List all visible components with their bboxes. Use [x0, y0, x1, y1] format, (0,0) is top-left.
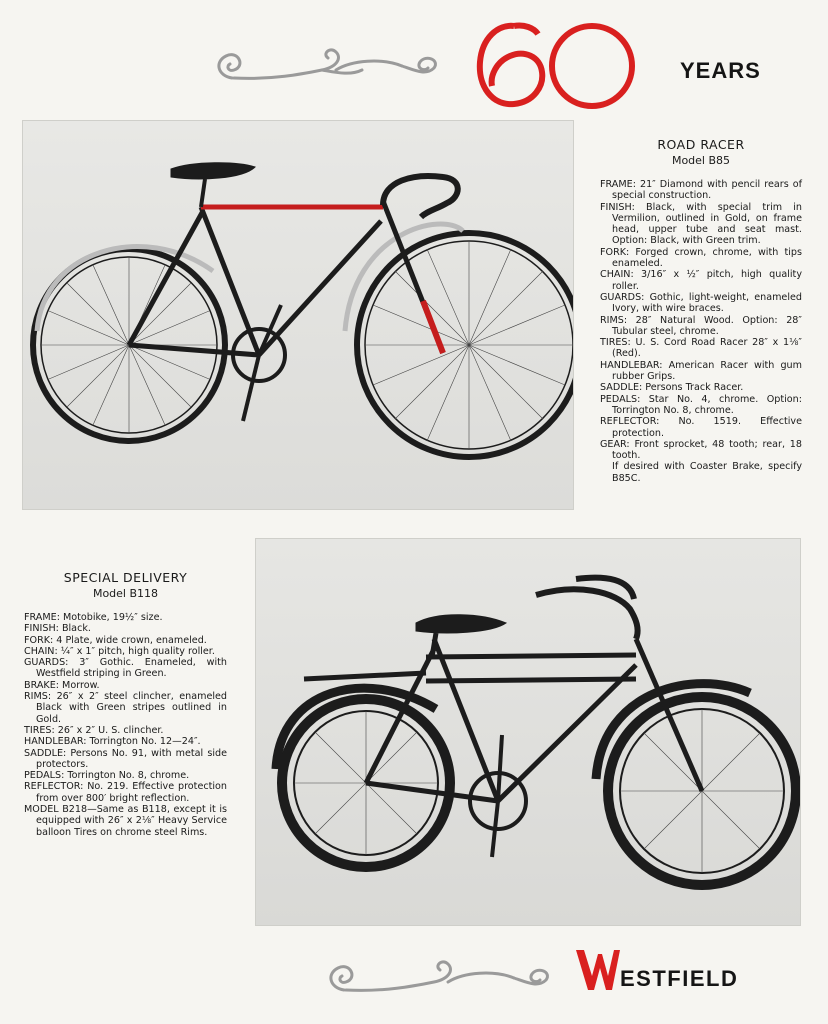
brand-initial: W	[574, 944, 575, 945]
spec-line: FRAME: Motobike, 19½″ size.	[24, 612, 163, 623]
flourish-ornament-bottom	[324, 950, 550, 1002]
spec-line: REFLECTOR: No. 219. Effective protection from over 800′ bright reflection.	[24, 781, 227, 804]
spec-line: SADDLE: Persons No. 91, with metal side protectors.	[24, 747, 227, 770]
special-delivery-specs	[24, 570, 227, 838]
road-racer-title: ROAD RACER	[657, 137, 745, 152]
road-racer-model: Model B85	[671, 154, 731, 167]
special-delivery-model: Model B118	[92, 587, 159, 600]
spec-line: GUARDS: 3″ Gothic. Enameled, with Westfield striping in Green.	[24, 657, 227, 680]
spec-note: If desired with Coaster Brake, specify B85C.	[612, 461, 802, 484]
years-label: YEARS	[680, 58, 761, 83]
spec-line: BRAKE: Morrow.	[24, 679, 100, 691]
spec-line: GUARDS: Gothic, light-weight, enameled Ivory, with wire braces.	[600, 291, 802, 315]
spec-line: SADDLE: Persons Track Racer.	[600, 382, 744, 394]
spec-line: FRAME: 21″ Diamond with pencil rears of special construction.	[600, 179, 802, 202]
westfield-w-mark	[574, 944, 622, 992]
special-delivery-photo	[255, 538, 801, 926]
spec-line: TIRES: U. S. Cord Road Racer 28″ x 1⅛″ (Red).	[600, 337, 802, 360]
spec-line: FINISH: Black.	[24, 623, 91, 635]
spec-line: REFLECTOR: No. 1519. Effective protection.	[600, 416, 802, 439]
sixty-years-logo	[468, 16, 648, 112]
spec-line: MODEL B218—Same as B118, except it is equipped with 26″ x 2⅛″ Heavy Service balloon Tires on chrome steel Rims.	[24, 804, 227, 838]
spec-line: FORK: 4 Plate, wide crown, enameled.	[24, 634, 207, 646]
logo-number: 60	[468, 16, 470, 17]
spec-line: TIRES: 26″ x 2″ U. S. clincher.	[24, 724, 164, 736]
brand-name: ESTFIELD	[620, 966, 739, 991]
spec-line: RIMS: 28″ Natural Wood. Option: 28″ Tubular steel, chrome.	[600, 314, 802, 337]
flourish-ornament-top	[212, 40, 438, 88]
spec-line: HANDLEBAR: American Racer with gum rubber Grips.	[600, 359, 802, 383]
bicycle-photo-icon	[23, 121, 573, 509]
road-racer-specs	[600, 137, 802, 484]
special-delivery-title: SPECIAL DELIVERY	[63, 570, 188, 585]
spec-line: CHAIN: 3/16″ x ½″ pitch, high quality roller.	[600, 269, 802, 292]
spec-line: RIMS: 26″ x 2″ steel clincher, enameled Black with Green stripes outlined in Gold.	[24, 691, 227, 725]
spec-line: CHAIN: ¼″ x 1″ pitch, high quality roller.	[24, 645, 215, 657]
bicycle-photo-icon	[256, 539, 800, 925]
road-racer-photo	[22, 120, 574, 510]
spec-line: PEDALS: Star No. 4, chrome. Option: Torrington No. 8, chrome.	[600, 393, 802, 416]
spec-line: FORK: Forged crown, chrome, with tips enameled.	[600, 246, 802, 270]
spec-line: HANDLEBAR: Torrington No. 12—24″.	[24, 736, 201, 748]
spec-line: PEDALS: Torrington No. 8, chrome.	[24, 770, 190, 782]
spec-line: FINISH: Black, with special trim in Vermilion, outlined in Gold, on frame head, upper tube and seat mast. Option: Black, with Green trim.	[600, 201, 802, 247]
spec-line: GEAR: Front sprocket, 48 tooth; rear, 18 tooth.	[600, 438, 802, 462]
